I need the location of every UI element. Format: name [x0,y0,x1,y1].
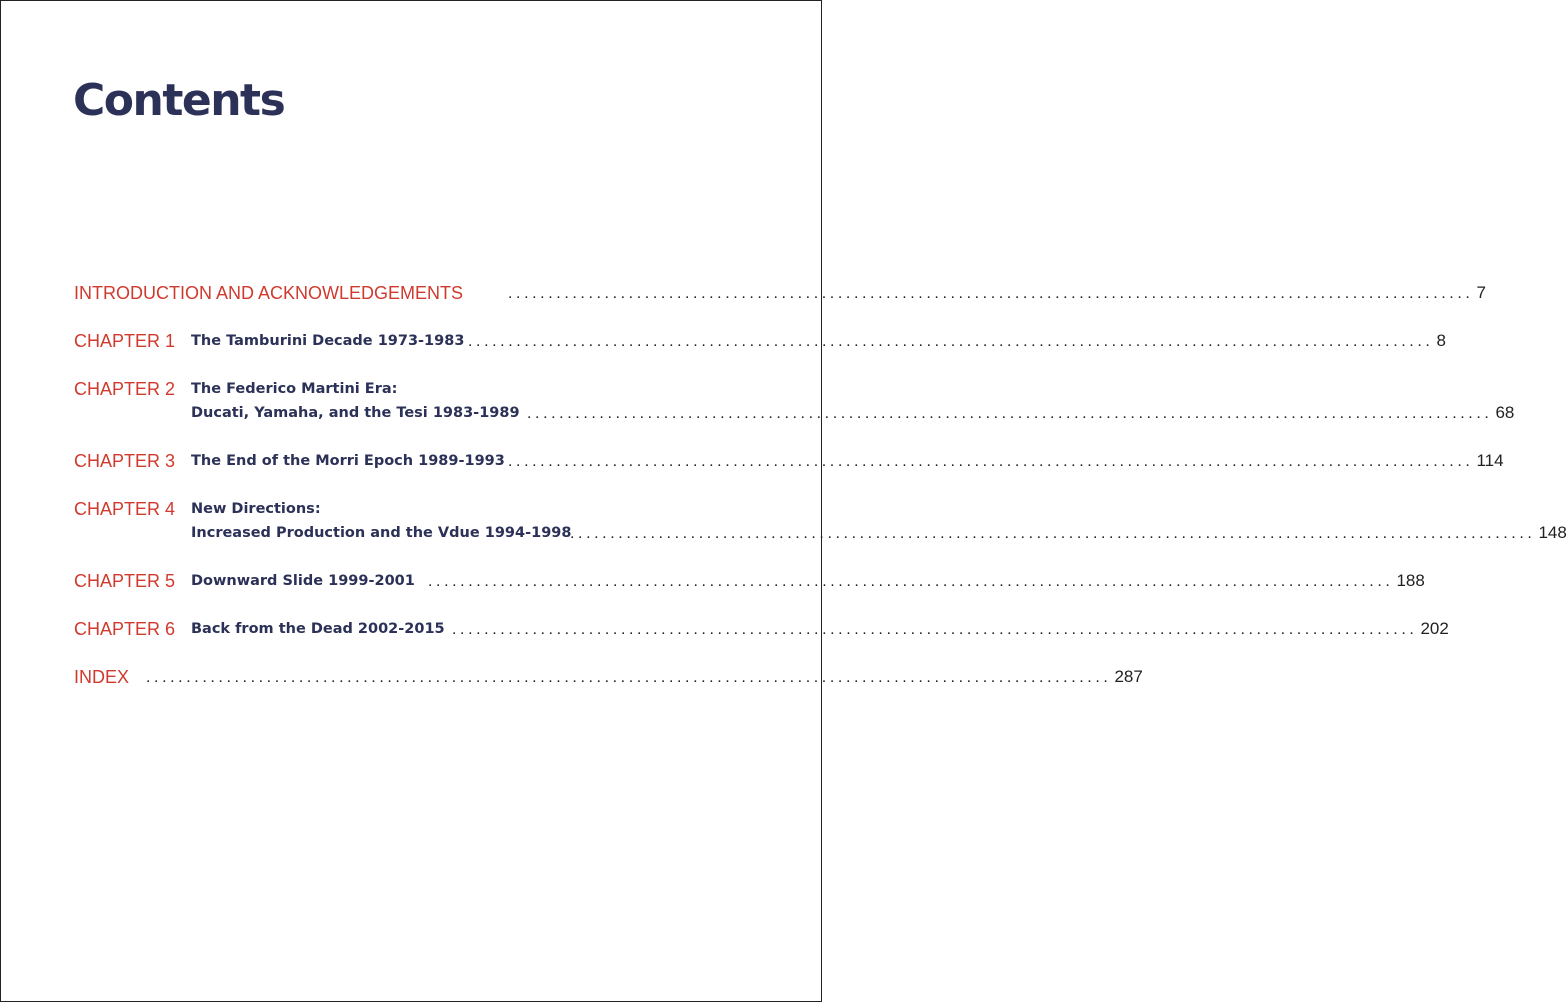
dot-leader: ........................................................................................................................ [527,405,1493,422]
page-number: 114 [1476,451,1504,470]
dot-leader: ........................................................................................................................ [452,621,1418,638]
toc-entry-label: CHAPTER 1 [74,331,176,351]
page-number: 188 [1396,571,1425,590]
toc-entry-chapter-1 [74,329,1446,353]
dot-leader: ........................................................................................................................ [468,333,1434,350]
page-number: 287 [1114,667,1143,686]
toc-entry-label: CHAPTER 5 [74,571,176,591]
dot-leader: ........................................................................................................................ [428,573,1394,590]
chapter-subtitle: Increased Production and the Vdue 1994-1998 [191,525,572,541]
toc-entry-label: CHAPTER 6 [74,619,176,639]
toc-entry-label: CHAPTER 3 [74,451,176,471]
page-number: 68 [1495,403,1515,422]
dot-leader: ........................................................................................................................ [508,285,1474,302]
chapter-subtitle: Ducati, Yamaha, and the Tesi 1983-1989 [191,405,520,421]
toc-entry-chapter-3 [74,449,1504,473]
page-number: 202 [1420,619,1449,638]
toc-entry-index [74,665,1143,689]
toc-entry-chapter-5 [74,569,1425,593]
dot-leader: ........................................................................................................................ [146,669,1112,686]
toc-entry-chapter-2 [74,377,1515,425]
page-title: Contents [73,75,285,126]
toc-entry-chapter-4 [74,497,1567,545]
toc-entry-label: CHAPTER 4 [74,499,176,519]
chapter-title: Downward Slide 1999-2001 [191,573,415,589]
toc-entry-label: CHAPTER 2 [74,379,176,399]
toc-entry-label: INTRODUCTION AND ACKNOWLEDGEMENTS [74,283,464,303]
chapter-title: The End of the Morri Epoch 1989-1993 [191,453,505,469]
toc-entry-label: INDEX [74,667,130,687]
toc-entry-introduction [74,281,1486,305]
chapter-title: New Directions: [191,501,321,517]
dot-leader: ........................................................................................................................ [570,525,1536,542]
chapter-title: Back from the Dead 2002-2015 [191,621,445,637]
chapter-title: The Tamburini Decade 1973-1983 [191,333,465,349]
page-number: 7 [1476,283,1486,302]
page-number: 148 [1538,523,1567,542]
chapter-title: The Federico Martini Era: [191,381,398,397]
toc-entry-chapter-6 [74,617,1449,641]
dot-leader: ........................................................................................................................ [508,453,1474,470]
page-number: 8 [1436,331,1446,350]
